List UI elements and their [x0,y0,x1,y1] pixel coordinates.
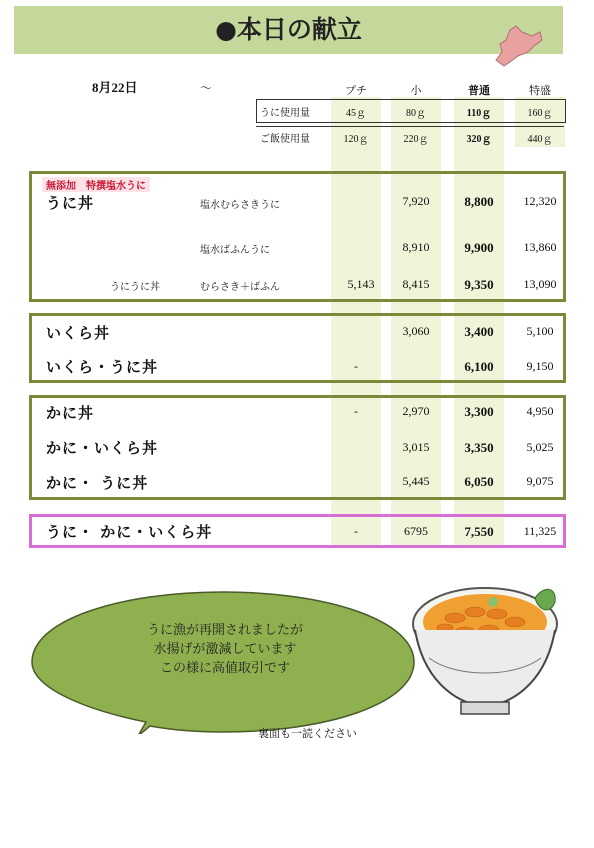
size-header-petit: プチ [345,84,367,97]
kani-uni-don-name: かに・ うに丼 [46,474,149,492]
uni-3-regular: 9,350 [464,277,494,292]
rice-amount-small: 220ｇ [403,134,429,145]
kani-petit: - [354,404,358,418]
rice-row-divider [256,126,564,127]
kani-uni-small: 5,445 [402,474,430,488]
ikura-regular: 3,400 [464,324,494,339]
uni-tag: 無添加 特撰塩水うに [42,177,150,192]
date: 8月22日 [92,80,138,95]
uni-1-regular: 8,800 [464,194,494,209]
uni-3-small: 8,415 [402,277,430,291]
uni-1-large: 12,320 [523,194,557,208]
page-title: ●本日の献立 [215,15,362,44]
combo-petit: - [354,524,358,538]
uni-amount-small: 80ｇ [406,108,426,119]
uni-3-large: 13,090 [523,277,557,291]
kani-ikura-regular: 3,350 [464,440,494,455]
title-bar [14,6,563,54]
uni-2-small: 8,910 [402,240,430,254]
size-header-large: 特盛 [529,84,551,97]
ikura-don-name: いくら丼 [46,324,111,342]
rice-amount-petit: 120ｇ [343,134,369,145]
combo-small: 6795 [404,524,428,538]
combo-don-name: うに・ かに・いくら丼 [46,523,213,541]
uni-don-name: うに丼 [46,194,95,212]
kani-uni-large: 9,075 [526,474,554,488]
uni-amount-regular: 110ｇ [466,108,492,119]
uni-variant-3: むらさき＋ばふん [200,282,280,293]
kani-don-name: かに丼 [46,404,95,422]
date-tilde: ～ [200,81,213,95]
uni-1-small: 7,920 [402,194,430,208]
ikura-uni-petit: - [354,359,358,373]
ikura-uni-large: 9,150 [526,359,554,373]
kani-small: 2,970 [402,404,430,418]
combo-regular: 7,550 [464,524,494,539]
kani-uni-regular: 6,050 [464,474,494,489]
kani-ikura-small: 3,015 [402,440,430,454]
kani-ikura-don-name: かに・いくら丼 [46,439,159,457]
combo-large: 11,325 [523,524,557,538]
rice-amount-large: 440ｇ [527,134,553,145]
uni-amount-petit: 45ｇ [346,108,366,119]
ikura-small: 3,060 [402,324,430,338]
kani-ikura-large: 5,025 [526,440,554,454]
bubble-line-1: うに漁が再開されましたが [146,623,303,638]
rice-amount-label: ご飯使用量 [260,134,310,145]
uni-variant-1: 塩水むらさきうに [200,200,280,211]
kani-large: 4,950 [526,404,554,418]
kani-regular: 3,300 [464,404,494,419]
size-header-regular: 普通 [468,84,490,97]
ikura-large: 5,100 [526,324,554,338]
uni-2-large: 13,860 [523,240,557,254]
uni-amount-large: 160ｇ [527,108,553,119]
ikura-uni-don-name: いくら・うに丼 [46,358,159,376]
uni-3-petit: 5,143 [347,277,375,291]
bubble-line-3: この様に高値取引です [159,661,290,676]
ikura-uni-regular: 6,100 [464,359,494,374]
footer-note: 裏面も一読ください [258,727,357,740]
bubble-line-2: 水揚げが激減しています [153,642,297,657]
uni-2-regular: 9,900 [464,240,494,255]
hokkaido-map-icon [488,22,544,70]
rice-amount-regular: 320ｇ [466,134,492,145]
uni-don-bowl-illustration [405,578,565,728]
size-header-small: 小 [410,84,422,97]
uni-uni-don-name: うにうに丼 [110,282,160,293]
uni-variant-2: 塩水ばふんうに [200,245,270,256]
uni-amount-label: うに使用量 [260,108,310,119]
